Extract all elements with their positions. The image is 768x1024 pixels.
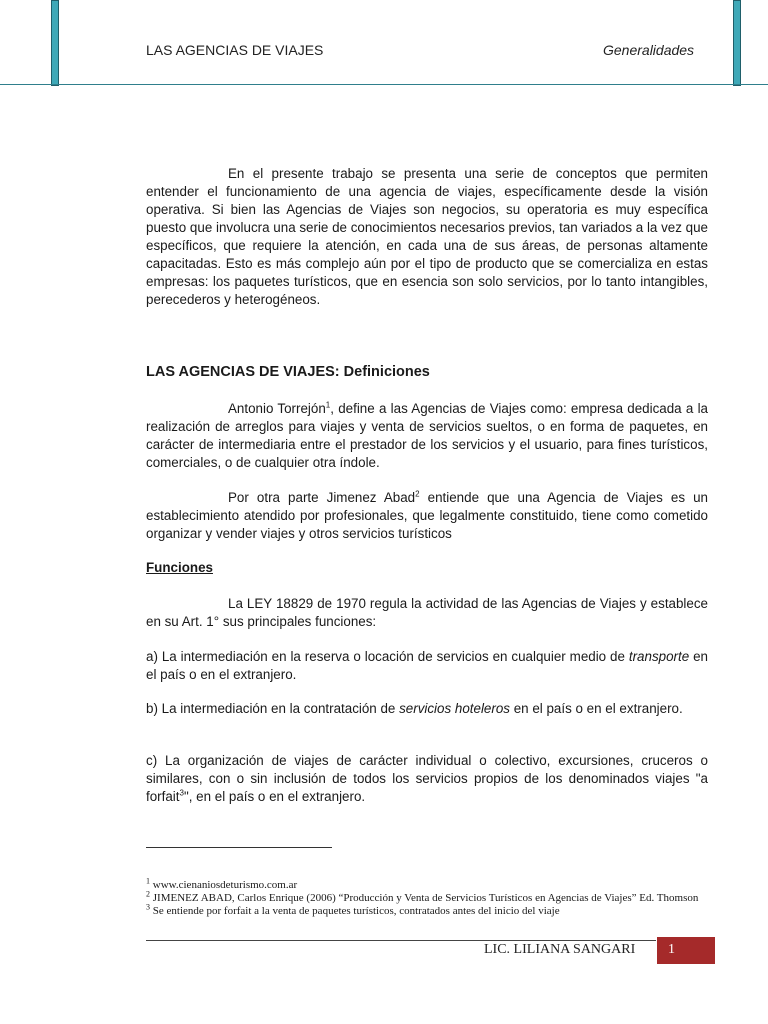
footnotes	[146, 876, 706, 918]
function-item-a	[146, 648, 708, 684]
function-item-b	[146, 700, 708, 718]
item-c-pre: c) La organización de viajes de carácter individual o colectivo, excursiones, cruceros o similares, con o sin inclusión de todos los servicios propios de los denominados viajes "a forfait	[146, 753, 708, 804]
definition-torrejon	[146, 400, 708, 472]
page-number-badge: 1	[657, 937, 715, 964]
footnote-2-number: 2	[146, 889, 150, 899]
footnote-ref-3: 3	[179, 788, 184, 798]
footnote-3-number: 3	[146, 902, 150, 912]
footnote-ref-2: 2	[415, 489, 420, 499]
def2-text: entiende que una Agencia de Viajes es un establecimiento atendido por profesionales, que legalmente constituido, tiene como cometido organizar y vender viajes y otros servicios turísticos	[146, 490, 708, 541]
function-item-c	[146, 752, 708, 806]
def2-author: Por otra parte Jimenez Abad	[228, 490, 416, 505]
footnote-1	[146, 876, 706, 892]
item-a-post: en el país o en el extranjero.	[146, 649, 708, 682]
footnote-1-text: www.cienaniosdeturismo.com.ar	[150, 879, 298, 891]
item-b-pre: b) La intermediación en la contratación de	[146, 701, 400, 716]
footnote-3	[146, 902, 706, 918]
item-a-emphasis: transporte	[628, 649, 690, 664]
left-accent-bar	[51, 0, 59, 86]
footnote-ref-1: 1	[325, 400, 331, 410]
definition-jimenez	[146, 489, 708, 543]
header-title: LAS AGENCIAS DE VIAJES	[146, 42, 324, 58]
footnote-2-text: JIMENEZ ABAD, Carlos Enrique (2006) “Producción y Venta de Servicios Turísticos en Agencias de Viajes” Ed. Thomson	[150, 892, 699, 904]
footnote-3-text: Se entiende por forfait a la venta de paquetes turísticos, contratados antes del inicio del viaje	[150, 905, 560, 917]
def1-author: Antonio Torrejón	[228, 401, 326, 416]
header-divider	[0, 84, 768, 85]
item-b-post: en el país o en el extranjero.	[510, 701, 683, 716]
footer-author: LIC. LILIANA SANGARI	[484, 942, 636, 957]
section-heading: LAS AGENCIAS DE VIAJES: Definiciones	[146, 364, 430, 380]
footnote-2	[146, 889, 706, 905]
item-b-emphasis: servicios hoteleros	[399, 701, 510, 716]
footer-divider	[146, 940, 656, 941]
def1-text: , define a las Agencias de Viajes como: empresa dedicada a la realización de arreglos para viajes y venta de servicios sueltos, o en forma de paquetes, en carácter de intermediaria entre el prestador de los servicios y el usuario, para fines turísticos, comerciales, o de cualquier otra índole.	[146, 401, 708, 470]
right-accent-bar	[733, 0, 741, 86]
functions-heading: Funciones	[146, 560, 213, 575]
item-c-post: ", en el país o en el extranjero.	[183, 789, 366, 804]
law-paragraph: La LEY 18829 de 1970 regula la actividad de las Agencias de Viajes y establece en su Art. 1° sus principales funciones:	[146, 596, 708, 629]
item-a-pre: a) La intermediación en la reserva o locación de servicios en cualquier medio de	[146, 649, 629, 664]
header-section: Generalidades	[603, 42, 695, 58]
intro-paragraph: En el presente trabajo se presenta una serie de conceptos que permiten entender el funcionamiento de una agencia de viajes, específicamente desde la visión operativa. Si bien las Agencias de Viajes son negocios, su operatoria es muy específica puesto que involucra una serie de conocimientos necesarios previos, tan variados a la vez que específicos, que requiere la atención, en cada una de sus áreas, de personas altamente capacitadas. Esto es más complejo aún por el tipo de producto que se comercializa en estas empresas: los paquetes turísticos, que en esencia son solo servicios, por lo tanto intangibles, perecederos y heterogéneos.	[146, 166, 708, 307]
footnote-divider	[146, 847, 332, 848]
footnote-1-number: 1	[146, 876, 150, 886]
